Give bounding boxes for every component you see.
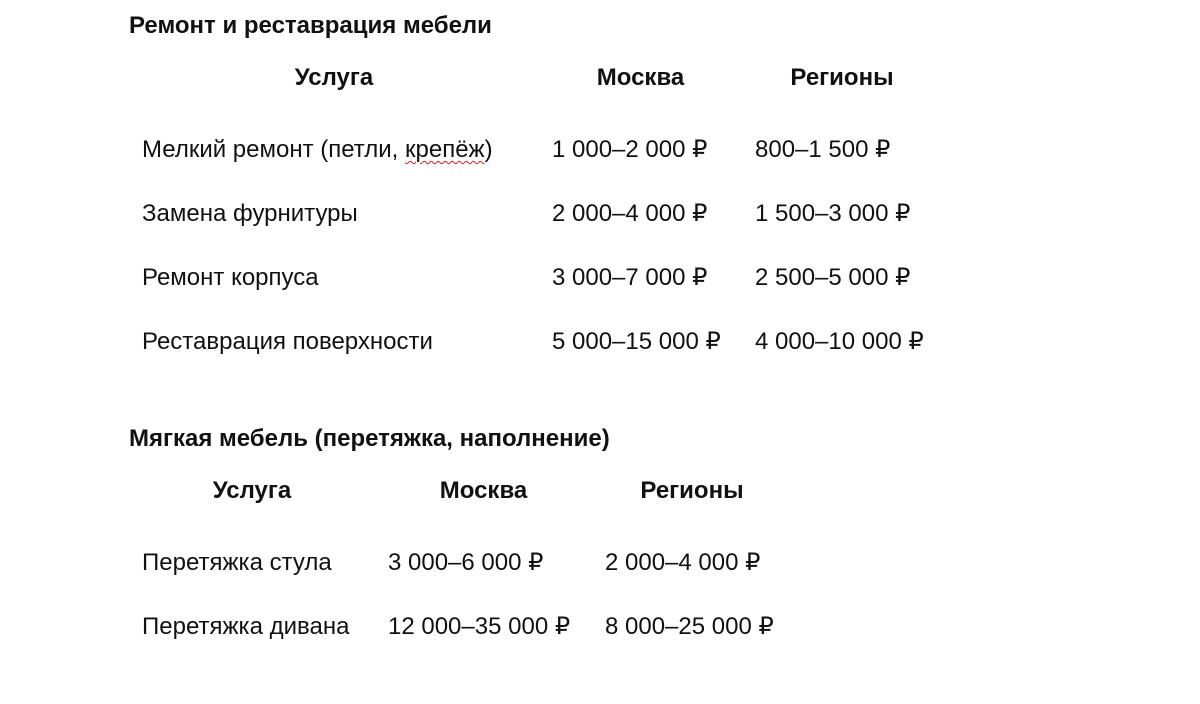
upholstery-price-table [129,477,792,673]
service-text: Мелкий ремонт (петли, [142,136,406,163]
regions-price: 2 000–4 000 ₽ [605,549,761,576]
moscow-price: 12 000–35 000 ₽ [388,613,571,640]
regions-price: 800–1 500 ₽ [755,136,891,163]
service-cell: Перетяжка стула [142,549,332,576]
header-regions: Регионы [790,64,894,91]
section-title-repair: Ремонт и реставрация мебели [129,12,492,39]
regions-price: 1 500–3 000 ₽ [755,200,911,227]
table-row [129,324,942,388]
service-cell: Замена фурнитуры [142,200,358,227]
moscow-price: 3 000–6 000 ₽ [388,549,544,576]
section-title-upholstery: Мягкая мебель (перетяжка, наполнение) [129,425,610,452]
table-row [129,609,792,673]
header-moscow: Москва [439,477,528,504]
header-regions: Регионы [640,477,744,504]
table-row [129,545,792,609]
service-text: ) [484,136,493,163]
service-cell: Ремонт корпуса [142,264,319,291]
table-header-row [129,64,942,132]
moscow-price: 1 000–2 000 ₽ [552,136,708,163]
regions-price: 2 500–5 000 ₽ [755,264,911,291]
service-cell: Перетяжка дивана [142,613,350,640]
header-service: Услуга [212,477,292,504]
table-header-row [129,477,792,545]
service-cell: Реставрация поверхности [142,328,433,355]
header-moscow: Москва [596,64,685,91]
moscow-price: 2 000–4 000 ₽ [552,200,708,227]
regions-price: 4 000–10 000 ₽ [755,328,924,355]
moscow-price: 3 000–7 000 ₽ [552,264,708,291]
repair-price-table [129,64,942,388]
table-row [129,196,942,260]
table-row [129,132,942,196]
moscow-price: 5 000–15 000 ₽ [552,328,721,355]
service-cell [129,132,539,196]
header-service: Услуга [294,64,374,91]
regions-price: 8 000–25 000 ₽ [605,613,774,640]
table-row [129,260,942,324]
spellcheck-flagged-word[interactable]: крепёж [405,136,485,163]
